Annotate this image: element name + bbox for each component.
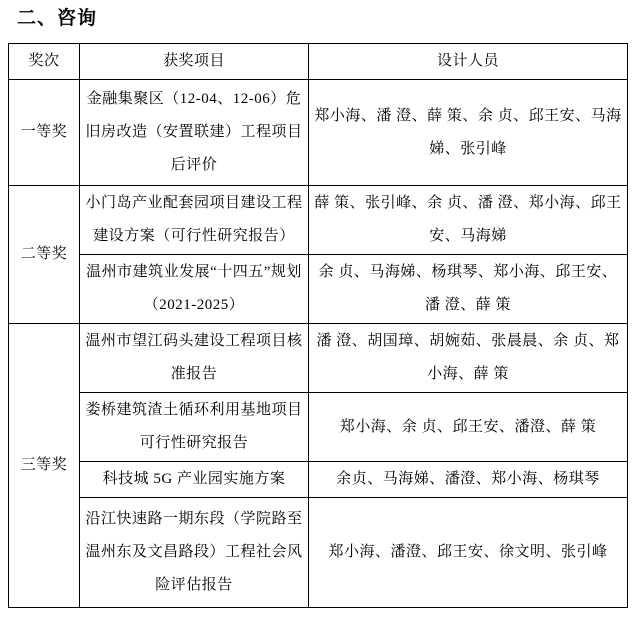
designers-cell: 余贞、马海娣、潘澄、郑小海、杨琪琴 [309,462,628,498]
project-cell: 温州市建筑业发展“十四五”规划（2021-2025） [80,255,309,324]
project-cell: 科技城 5G 产业园实施方案 [80,462,309,498]
designers-cell: 余 贞、马海娣、杨琪琴、郑小海、邱王安、潘 澄、薛 策 [309,255,628,324]
column-header-project: 获奖项目 [80,44,309,80]
award-cell-first-prize: 一等奖 [9,80,80,186]
section-heading: 二、咨询 [17,8,98,29]
designers-cell: 郑小海、潘澄、邱王安、徐文明、张引峰 [309,498,628,608]
document-page [0,7,635,632]
project-cell: 金融集聚区（12-04、12-06）危旧房改造（安置联建）工程项目后评价 [80,80,309,186]
table-row [9,255,628,324]
award-cell-second-prize: 二等奖 [9,186,80,324]
table-row [9,80,628,186]
designers-cell: 郑小海、余 贞、邱王安、潘澄、薛 策 [309,393,628,462]
project-cell: 娄桥建筑渣土循环利用基地项目可行性研究报告 [80,393,309,462]
award-cell-third-prize: 三等奖 [9,324,80,608]
project-cell: 沿江快速路一期东段（学院路至温州东及文昌路段）工程社会风险评估报告 [80,498,309,608]
table-row [9,186,628,255]
table-row [9,324,628,393]
project-cell: 小门岛产业配套园项目建设工程建设方案（可行性研究报告） [80,186,309,255]
column-header-designers: 设计人员 [309,44,628,80]
designers-cell: 薛 策、张引峰、余 贞、潘 澄、郑小海、邱王安、马海娣 [309,186,628,255]
table-header-row [9,44,628,80]
awards-table [8,43,628,608]
designers-cell: 潘 澄、胡国璋、胡婉茹、张晨晨、余 贞、郑小海、薛 策 [309,324,628,393]
table-row [9,498,628,608]
table-row [9,462,628,498]
column-header-award: 奖次 [9,44,80,80]
table-row [9,393,628,462]
designers-cell: 郑小海、潘 澄、薛 策、余 贞、邱王安、马海娣、张引峰 [309,80,628,186]
project-cell: 温州市望江码头建设工程项目核准报告 [80,324,309,393]
